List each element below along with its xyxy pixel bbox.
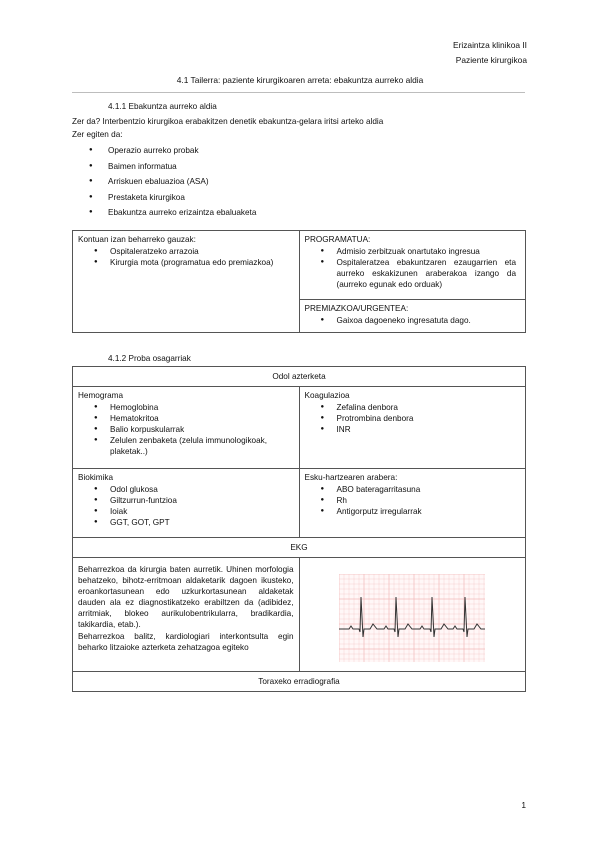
list-item: ● Zelulen zenbaketa (zelula immunologikoak, plaketak..): [110, 435, 294, 457]
section-heading-tests: 4.1.2 Proba osagarriak: [108, 354, 191, 363]
list-item: ● Ebakuntza aurreko erizaintza ebaluaketa: [108, 205, 532, 221]
list-item: ● Protrombina denbora: [337, 413, 521, 424]
chest-xray-title: Toraxeko erradiografia: [73, 672, 526, 692]
hemogram-heading: Hemograma: [78, 391, 124, 401]
ekg-description-cell: [73, 558, 300, 672]
list-item: ● Hematokritoa: [110, 413, 294, 424]
biochemistry-cell: [73, 469, 300, 538]
programmed-heading: PROGRAMATUA:: [304, 235, 371, 244]
subject-name: Paziente kirurgikoa: [455, 55, 527, 65]
blood-test-title: Odol azterketa: [73, 367, 526, 387]
ekg-title: EKG: [73, 538, 526, 558]
list-item: ● Admisio zerbitzuak onartutako ingresua: [337, 246, 521, 257]
page-header: [453, 38, 527, 68]
coagulation-cell: [299, 387, 526, 469]
list-item: ● GGT, GOT, GPT: [110, 517, 294, 528]
procedure-list: [108, 143, 532, 221]
list-item: ● Hemoglobina: [110, 402, 294, 413]
page-number: 1: [521, 800, 526, 810]
list-item: ● INR: [337, 424, 521, 435]
transfusion-heading: Esku-hartzearen arabera:: [304, 473, 398, 483]
section-heading-preoperative: 4.1.1 Ebakuntza aurreko aldia: [108, 102, 217, 111]
list-item: ● Gaixoa dagoeneko ingresatuta dago.: [337, 315, 521, 326]
list-item: ● Odol glukosa: [110, 484, 294, 495]
list-item: ● Zefalina denbora: [337, 402, 521, 413]
ekg-image-cell: [299, 558, 526, 672]
coagulation-heading: Koagulazioa: [304, 391, 350, 401]
list-item: ● Operazio aurreko probak: [108, 143, 532, 159]
transfusion-cell: [299, 469, 526, 538]
section1-body: [72, 116, 532, 221]
ekg-referral-note: Beharrezkoa balitz, kardiologiari interkontsulta egin beharko litzaioke azterketa zehatzagoa egiteko: [78, 631, 294, 652]
list-item: ● Balio korpuskularrak: [110, 424, 294, 435]
list-item: ● Arriskuen ebaluazioa (ASA): [108, 174, 532, 190]
list-item: ● Rh: [337, 495, 521, 506]
list-item: ● Prestaketa kirurgikoa: [108, 190, 532, 206]
course-name: Erizaintza klinikoa II: [452, 40, 527, 50]
page-title: 4.1 Tailerra: paziente kirurgikoaren arreta: ebakuntza aurreko aldia: [176, 75, 424, 85]
surgery-type-table: [72, 230, 526, 333]
considerations-heading: Kontuan izan beharreko gauzak:: [78, 235, 196, 244]
definition-text: Zer da? Interbentzio kirurgikoa erabakitzen denetik ebakuntza-gelara iritsi arteko aldia: [72, 117, 384, 126]
urgent-heading: PREMIAZKOA/URGENTEA:: [304, 304, 409, 313]
ekg-description: Beharrezkoa da kirurgia baten aurretik. Uhinen morfologia behatzeko, bihotz-erritmoan aldaketarik dagoen ikusteko, eroankortasunean edo uzkurkortasunean aldaketak dauden ala ez diagnostikatzeko erabiltzen da (adibidez, arritmiak, blokeo aurikulobentrikularra, bradikardia, takikardia, etab.).: [78, 565, 294, 630]
what-is-done-label: Zer egiten da:: [72, 129, 123, 139]
list-item: ● ABO bateragarritasuna: [337, 484, 521, 495]
ecg-strip-image: [339, 574, 485, 662]
list-item: ● Ioiak: [110, 506, 294, 517]
list-item: ● Kirurgia mota (programatua edo premiazkoa): [110, 257, 294, 268]
considerations-cell: [73, 231, 300, 333]
list-item: ● Antigorputz irregularrak: [337, 506, 521, 517]
list-item: ● Baimen informatua: [108, 159, 532, 175]
list-item: ● Giltzurrun-funtzioa: [110, 495, 294, 506]
complementary-tests-table: [72, 366, 526, 692]
programmed-cell: [299, 231, 526, 300]
list-item: ● Ospitaleratzea ebakuntzaren ezaugarrien eta aurreko eskakizunen araberakoa izango da (aurreko egunak edo orduak): [337, 257, 521, 290]
biochemistry-heading: Biokimika: [78, 473, 114, 483]
title-divider: [72, 92, 525, 93]
urgent-cell: [299, 300, 526, 333]
list-item: ● Ospitaleratzeko arrazoia: [110, 246, 294, 257]
hemogram-cell: [73, 387, 300, 469]
